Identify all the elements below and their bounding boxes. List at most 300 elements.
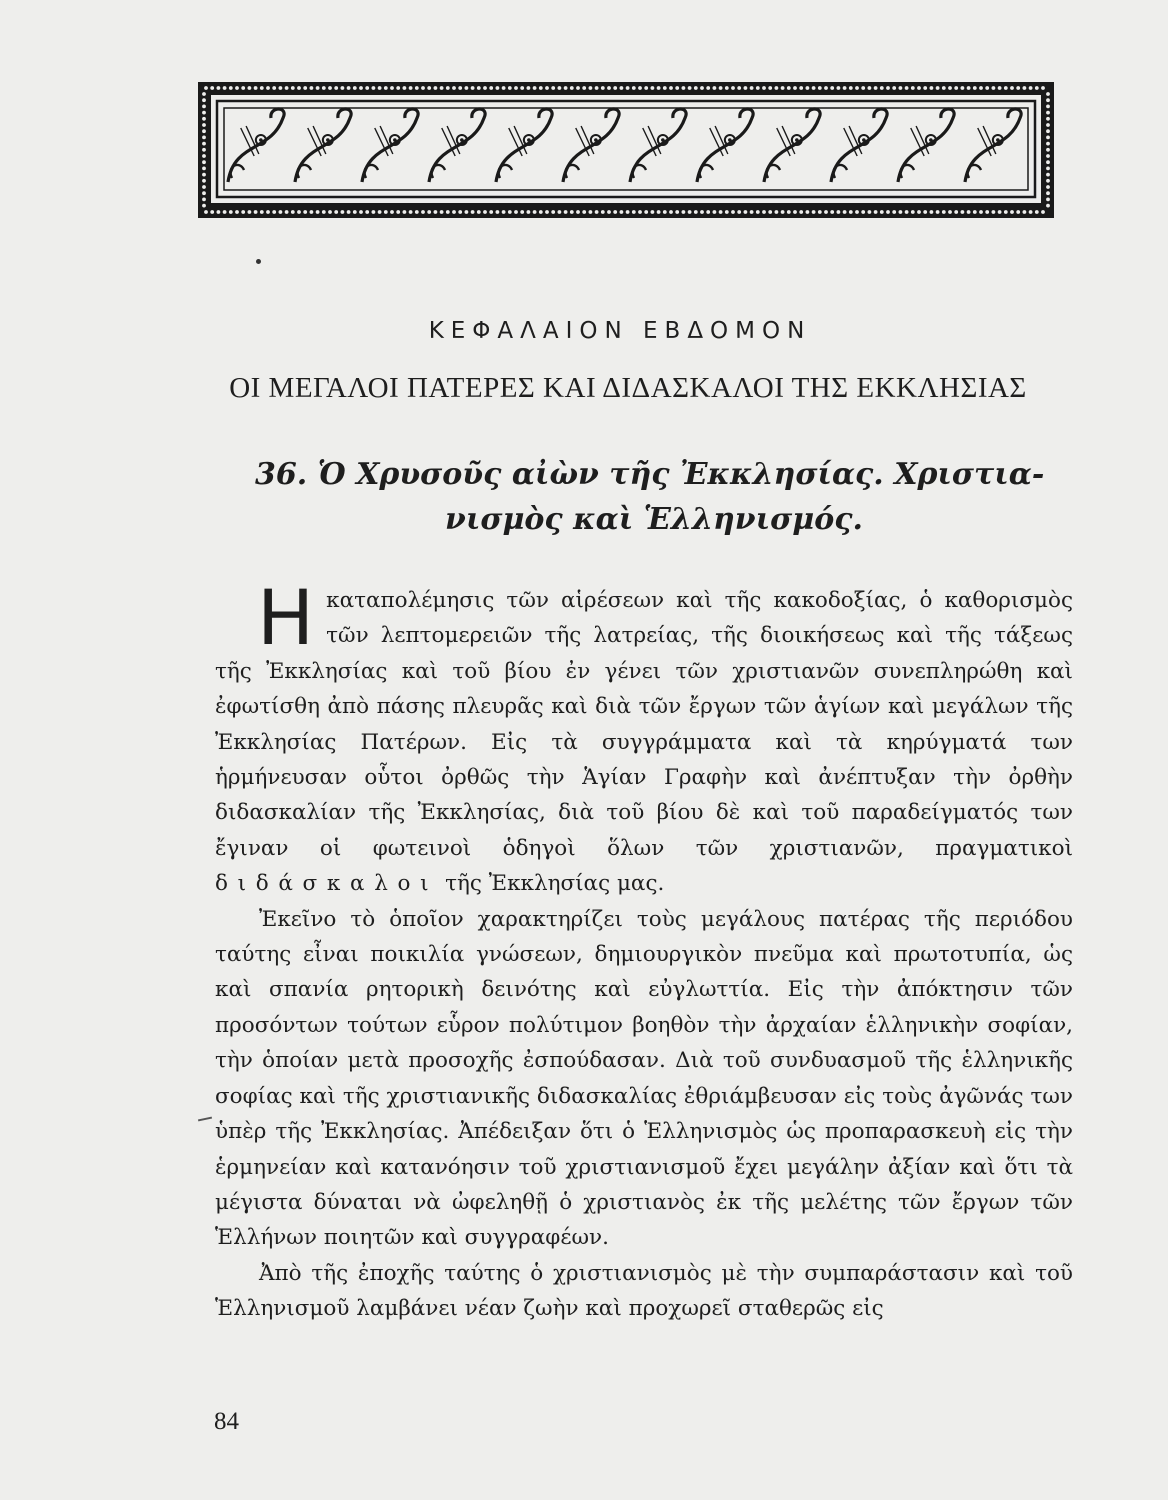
ornament-dot <box>564 86 568 90</box>
ornament-dot <box>620 86 624 90</box>
ornament-dot <box>849 210 853 214</box>
ornament-dot <box>868 210 872 214</box>
ornament-dot <box>508 210 512 214</box>
ornament-dot <box>694 210 698 214</box>
paragraph-1-end: τῆς Ἐκκλησίας μας. <box>445 871 665 897</box>
ornament-dot <box>229 86 233 90</box>
ornament-dot <box>706 86 710 90</box>
ornament-dot <box>657 210 661 214</box>
ornament-dot <box>1046 142 1050 146</box>
ornament-dot <box>328 210 332 214</box>
section-heading-line1: Ὁ Χρυσοῦς αἰὼν τῆς Ἐκκλησίας. Χριστια- <box>317 457 1045 492</box>
ornament-dot <box>223 210 227 214</box>
ornament-eye-dot <box>929 138 933 142</box>
ornament-dot <box>1041 86 1045 90</box>
ornament-dot <box>202 117 206 121</box>
ornament-dot <box>787 86 791 90</box>
ornament-eye-dot <box>795 138 799 142</box>
ornament-dot <box>967 86 971 90</box>
ornament-dot <box>923 86 927 90</box>
ornament-dot <box>1029 86 1033 90</box>
ornament-dot <box>545 210 549 214</box>
paragraph-1-text: καταπολέμησις τῶν αἱρέσεων καὶ τῆς κακοδοξίας, ὁ καθορισμὸς τῶν λεπτομερειῶν τῆς λατρείας, τῆς διοικήσεως καὶ τῆς τάξεως τῆς Ἐκκλησίας καὶ τοῦ βίου ἐν γένει τῶν χριστιανῶν συνεπληρώθη καὶ ἐφωτίσθη ἀπὸ πάσης πλευρᾶς καὶ διὰ τῶν ἔργων τῶν ἁγίων καὶ μεγάλων τῆς Ἐκκλησίας Πατέρων. Εἰς τὰ συγγράμματα καὶ τὰ κηρύγματά των ἡρμήνευσαν οὗτοι ὀρθῶς τὴν Ἁγίαν Γραφὴν καὶ ἀνέπτυξαν τὴν ὀρθὴν διδασκαλίαν τῆς Ἐκκλησίας, διὰ τοῦ βίου δὲ καὶ τοῦ παραδείγματός των ἔγιναν οἱ φωτεινοὶ ὁδηγοὶ ὅλων τῶν χριστιανῶν, πραγματικοὶ <box>215 588 1073 861</box>
ornament-dot <box>347 86 351 90</box>
ornament-dot <box>217 86 221 90</box>
ornament-dot <box>303 86 307 90</box>
ornament-eye-dot <box>527 138 531 142</box>
ornament-dot <box>911 86 915 90</box>
ornament-dot <box>675 86 679 90</box>
ornament-dot <box>998 86 1002 90</box>
margin-mark <box>256 259 261 264</box>
ornament-dot <box>979 86 983 90</box>
ornament-dot <box>638 86 642 90</box>
ornament-dot <box>613 86 617 90</box>
ornament-dot <box>923 210 927 214</box>
ornament-dot <box>930 210 934 214</box>
ornament-dot <box>799 86 803 90</box>
ornament-dot <box>954 210 958 214</box>
ornament-dot <box>731 210 735 214</box>
ornament-dot <box>601 210 605 214</box>
ornament-dot <box>202 111 206 115</box>
ornament-dot <box>874 210 878 214</box>
ornament-eye-dot <box>393 138 397 142</box>
ornament-dot <box>595 210 599 214</box>
ornament-dot <box>446 210 450 214</box>
ornament-dot <box>861 86 865 90</box>
ornament-dot <box>316 210 320 214</box>
ornament-dot <box>1046 185 1050 189</box>
ornament-dot <box>899 210 903 214</box>
ornament-dot <box>403 86 407 90</box>
ornament-dot <box>527 210 531 214</box>
ornament-dot <box>688 210 692 214</box>
ornament-dot <box>657 86 661 90</box>
ornament-dot <box>917 86 921 90</box>
ornament-dot <box>830 86 834 90</box>
ornament-dot <box>496 86 500 90</box>
ornament-dot <box>202 148 206 152</box>
ornament-dot <box>241 210 245 214</box>
ornament-eye-dot <box>862 138 866 142</box>
ornament-dot <box>837 86 841 90</box>
ornament-dot <box>892 210 896 214</box>
ornament-dot <box>489 86 493 90</box>
ornament-dot <box>291 210 295 214</box>
ornament-dot <box>440 86 444 90</box>
ornament-dot <box>880 210 884 214</box>
ornament-dot <box>341 86 345 90</box>
ornament-dot <box>202 154 206 158</box>
ornament-dot <box>663 86 667 90</box>
paragraph-2: Ἐκεῖνο τὸ ὁποῖον χαρακτηρίζει τοὺς μεγάλους πατέρας τῆς περιόδου ταύτης εἶναι ποικιλία γνώσεων, δημιουργικὸν πνεῦμα καὶ πρωτοτυπία, ὡς καὶ σπανία ρητορικὴ δεινότης καὶ εὐγλωττία. Εἰς τὴν ἀπόκτησιν τῶν προσόντων τούτων εὗρον πολύτιμον βοηθὸν τὴν ἀρχαίαν ἑλληνικὴν σοφίαν, τὴν ὁποίαν μετὰ προσοχῆς ἐσπούδασαν. Διὰ τοῦ συνδυασμοῦ τῆς ἑλληνικῆς σοφίας καὶ τῆς χριστιανικῆς διδασκαλίας ἐθριάμβευσαν εἰς τοὺς ἀγῶνάς των ὑπὲρ τῆς Ἐκκλησίας. Ἀπέδειξαν ὅτι ὁ Ἑλληνισμὸς ὡς προπαρασκευὴ εἰς τὴν ἑρμηνείαν καὶ κατανόησιν τοῦ χριστιανισμοῦ ἔχει μεγάλην ἀξίαν καὶ ὅτι τὰ μέγιστα δύναται νὰ ὠφεληθῇ ὁ χριστιανὸς ἐκ τῆς μελέτης τῶν ἔργων τῶν Ἑλλήνων ποιητῶν καὶ συγγραφέων. <box>215 906 1073 1251</box>
ornament-dot <box>744 86 748 90</box>
ornament-dot <box>1029 210 1033 214</box>
ornament-dot <box>930 86 934 90</box>
ornament-dot <box>341 210 345 214</box>
ornament-dot <box>502 210 506 214</box>
ornament-dot <box>365 210 369 214</box>
ornament-dot <box>570 210 574 214</box>
ornament-dot <box>303 210 307 214</box>
section-heading <box>255 452 1075 542</box>
ornament-dot <box>202 173 206 177</box>
ornament-dot <box>886 86 890 90</box>
ornament-dot <box>979 210 983 214</box>
ornament-dot <box>1010 86 1014 90</box>
ornament-dot <box>272 86 276 90</box>
ornament-dot <box>384 210 388 214</box>
ornament-dot <box>260 210 264 214</box>
ornament-dot <box>520 210 524 214</box>
ornament-dot <box>539 210 543 214</box>
ornament-dot <box>936 86 940 90</box>
ornament-dot <box>843 86 847 90</box>
ornament-dot <box>1046 179 1050 183</box>
ornament-panel <box>211 95 1041 203</box>
ornament-dot <box>558 86 562 90</box>
ornament-dot <box>202 92 206 96</box>
ornament-dot <box>719 86 723 90</box>
ornament-dot <box>582 86 586 90</box>
ornament-dot <box>812 210 816 214</box>
ornament-dot <box>1046 129 1050 133</box>
ornament-dot <box>576 210 580 214</box>
ornament-dot <box>202 98 206 102</box>
ornament-dot <box>353 86 357 90</box>
ornament-dot <box>737 210 741 214</box>
ornament-dot <box>390 210 394 214</box>
ornament-dot <box>1023 86 1027 90</box>
ornament-dot <box>483 210 487 214</box>
ornament-dot <box>675 210 679 214</box>
ornament-dot <box>365 86 369 90</box>
ornament-dot <box>545 86 549 90</box>
ornament-dot <box>837 210 841 214</box>
ornament-dot <box>787 210 791 214</box>
ornament-dot <box>663 210 667 214</box>
ornament-dot <box>812 86 816 90</box>
ornament-dot <box>1046 160 1050 164</box>
ornament-dot <box>1046 198 1050 202</box>
ornament-dot <box>744 210 748 214</box>
ornament-dot <box>248 86 252 90</box>
ornament-dot <box>700 210 704 214</box>
ornament-dot <box>202 167 206 171</box>
ornament-dot <box>1035 210 1039 214</box>
ornament-dot <box>973 210 977 214</box>
ornament-eye-dot <box>594 138 598 142</box>
ornament-dot <box>291 86 295 90</box>
ornament-dot <box>384 86 388 90</box>
ornament-dot <box>210 86 214 90</box>
ornament-dot <box>861 210 865 214</box>
ornament-dot <box>682 210 686 214</box>
paragraph-3: Ἀπὸ τῆς ἐποχῆς ταύτης ὁ χριστιανισμὸς μὲ τὴν συμπαράστασιν καὶ τοῦ Ἑλληνισμοῦ λαμβάνει νέαν ζωὴν καὶ προχωρεῖ σταθερῶς εἰς <box>215 1260 1073 1322</box>
ornament-dot <box>737 86 741 90</box>
ornament-dot <box>248 210 252 214</box>
ornament-dot <box>725 86 729 90</box>
ornament-dot <box>297 86 301 90</box>
ornament-dot <box>589 210 593 214</box>
ornament-dot <box>1046 111 1050 115</box>
ornament-dot <box>415 210 419 214</box>
ornament-dot <box>254 86 258 90</box>
ornament-dot <box>279 210 283 214</box>
ornament-dot <box>750 210 754 214</box>
ornament-dot <box>632 86 636 90</box>
ornament-dot <box>1046 105 1050 109</box>
ornament-dot <box>750 86 754 90</box>
ornament-dot <box>334 210 338 214</box>
ornament-dot <box>229 210 233 214</box>
ornament-dot <box>638 210 642 214</box>
ornament-dot <box>446 86 450 90</box>
ornament-dot <box>477 86 481 90</box>
chapter-label: ΚΕΦΑΛΑΙΟΝ ΕΒΔΟΜΟΝ <box>428 318 812 344</box>
ornament-dot <box>202 179 206 183</box>
ornament-dot <box>316 86 320 90</box>
ornament-dot <box>202 123 206 127</box>
ornament-dot <box>954 86 958 90</box>
ornament-dot <box>202 198 206 202</box>
ornament-dot <box>669 210 673 214</box>
ornament-dot <box>824 86 828 90</box>
ornament-dot <box>948 86 952 90</box>
ornament-dot <box>297 210 301 214</box>
ornament-dot <box>582 210 586 214</box>
ornament-dot <box>1046 167 1050 171</box>
ornament-dot <box>874 86 878 90</box>
ornament-eye-dot <box>661 138 665 142</box>
ornament-dot <box>985 210 989 214</box>
ornament-dot <box>396 86 400 90</box>
ornament-dot <box>483 86 487 90</box>
ornament-dot <box>409 210 413 214</box>
ornament-dot <box>880 86 884 90</box>
ornament-dot <box>985 86 989 90</box>
ornament-dot <box>1046 204 1050 208</box>
ornament-dot <box>719 210 723 214</box>
ornament-dot <box>434 210 438 214</box>
ornament-dot <box>961 210 965 214</box>
ornament-dot <box>818 86 822 90</box>
ornament-dot <box>899 86 903 90</box>
ornament-dot <box>768 86 772 90</box>
ornament-dot <box>613 210 617 214</box>
ornament-dot <box>279 86 283 90</box>
ornament-dot <box>502 86 506 90</box>
ornament-dot <box>1046 123 1050 127</box>
ornament-dot <box>1016 86 1020 90</box>
ornament-dot <box>434 86 438 90</box>
ornament-dot <box>775 210 779 214</box>
ornament-dot <box>917 210 921 214</box>
body-text <box>215 573 1073 1327</box>
ornament-dot <box>1035 86 1039 90</box>
ornament-dot <box>830 210 834 214</box>
ornament-dot <box>285 210 289 214</box>
ornament-dot <box>911 210 915 214</box>
ornament-dot <box>266 210 270 214</box>
ornament-dot <box>936 210 940 214</box>
ornament-dot <box>558 210 562 214</box>
ornament-dot <box>266 86 270 90</box>
ornament-dot <box>1046 191 1050 195</box>
ornament-dot <box>496 210 500 214</box>
ornament-dot <box>626 86 630 90</box>
decorative-headpiece <box>198 82 1054 218</box>
ornament-dot <box>514 210 518 214</box>
ornament-dot <box>806 210 810 214</box>
ornament-eye-dot <box>460 138 464 142</box>
ornament-dot <box>465 210 469 214</box>
ornament-dot <box>477 210 481 214</box>
page-number: 84 <box>214 1408 239 1435</box>
ornament-dot <box>1046 117 1050 121</box>
ornament-dot <box>254 210 258 214</box>
ornament-dot <box>564 210 568 214</box>
ornament-dot <box>415 86 419 90</box>
ornament-dot <box>310 86 314 90</box>
spaced-emphasis: διδάσκαλοι <box>215 871 439 897</box>
ornament-dot <box>241 86 245 90</box>
ornament-dot <box>508 86 512 90</box>
ornament-dot <box>458 210 462 214</box>
ornament-dot <box>372 86 376 90</box>
ornament-dot <box>520 86 524 90</box>
ornament-dot <box>223 86 227 90</box>
ornament-dot <box>632 210 636 214</box>
ornament-dot <box>471 210 475 214</box>
ornament-dot <box>202 105 206 109</box>
ornament-dot <box>942 86 946 90</box>
ornament-dot <box>855 86 859 90</box>
ornament-dot <box>998 210 1002 214</box>
ornament-dot <box>818 210 822 214</box>
ornament-dot <box>322 86 326 90</box>
ornament-dot <box>762 86 766 90</box>
ornament-dot <box>781 86 785 90</box>
ornament-dot <box>310 210 314 214</box>
ornament-dot <box>942 210 946 214</box>
ornament-dot <box>202 129 206 133</box>
ornament-dot <box>533 86 537 90</box>
ornament-dot <box>1046 92 1050 96</box>
ornament-dot <box>762 210 766 214</box>
ornament-dot <box>626 210 630 214</box>
ornament-dot <box>514 86 518 90</box>
ornament-dot <box>403 210 407 214</box>
ornament-dot <box>551 210 555 214</box>
ornament-dot <box>465 86 469 90</box>
ornament-dot <box>396 210 400 214</box>
ornament-dot <box>905 210 909 214</box>
ornament-dot <box>1004 86 1008 90</box>
ornament-dot <box>961 86 965 90</box>
ornament-dot <box>372 210 376 214</box>
ornament-dot <box>768 210 772 214</box>
ornament-dot <box>378 86 382 90</box>
ornament-dot <box>731 86 735 90</box>
ornament-dot <box>1046 173 1050 177</box>
ornament-dot <box>824 210 828 214</box>
ornament-dot <box>359 86 363 90</box>
ornament-dot <box>793 210 797 214</box>
ornament-dot <box>651 86 655 90</box>
ornament-dot <box>589 86 593 90</box>
ornament-dot <box>328 86 332 90</box>
ornament-dot <box>843 210 847 214</box>
ornament-dot <box>551 86 555 90</box>
ornament-dot <box>217 210 221 214</box>
ornament-dot <box>1046 148 1050 152</box>
ornament-dot <box>1016 210 1020 214</box>
ornament-dot <box>644 86 648 90</box>
ornament-dot <box>576 86 580 90</box>
ornament-dot <box>202 136 206 140</box>
ornament-dot <box>905 86 909 90</box>
ornament-dot <box>378 210 382 214</box>
ornament-dot <box>539 86 543 90</box>
ornament-dot <box>202 142 206 146</box>
ornament-dot <box>644 210 648 214</box>
ornament-dot <box>390 86 394 90</box>
chapter-title: ΟΙ ΜΕΓΑΛΟΙ ΠΑΤΕΡΕΣ ΚΑΙ ΔΙΔΑΣΚΑΛΟΙ ΤΗΣ ΕΚΚΛΗΣΙΑΣ <box>229 372 1027 404</box>
ornament-dot <box>892 86 896 90</box>
ornament-eye-dot <box>326 138 330 142</box>
ornament-dot <box>204 210 208 214</box>
ornament-dot <box>651 210 655 214</box>
ornament-dot <box>595 86 599 90</box>
ornament-dot <box>1010 210 1014 214</box>
ornament-dot <box>570 86 574 90</box>
ornament-border <box>198 82 1054 218</box>
ornament-dot <box>202 160 206 164</box>
ornament-dot <box>322 210 326 214</box>
ornament-dot <box>353 210 357 214</box>
ornament-dot <box>458 86 462 90</box>
ornament-dot <box>235 86 239 90</box>
ornament-dot <box>855 210 859 214</box>
ornament-dot <box>1041 210 1045 214</box>
ornament-dot <box>1046 98 1050 102</box>
ornament-dot <box>706 210 710 214</box>
ornament-dot <box>359 210 363 214</box>
ornament-eye-dot <box>996 138 1000 142</box>
ornament-dot <box>700 86 704 90</box>
ornament-dot <box>210 210 214 214</box>
ornament-dot <box>620 210 624 214</box>
ornament-dot <box>452 210 456 214</box>
ornament-eye-dot <box>259 138 263 142</box>
ornament-dot <box>886 210 890 214</box>
ornament-dot <box>868 86 872 90</box>
ornament-dot <box>948 210 952 214</box>
ornament-dot <box>409 86 413 90</box>
ornament-dot <box>272 210 276 214</box>
ornament-dot <box>471 86 475 90</box>
ornament-dot <box>440 210 444 214</box>
ornament-dot <box>756 86 760 90</box>
ornament-dot <box>427 86 431 90</box>
ornament-dot <box>1046 136 1050 140</box>
ornament-dot <box>452 86 456 90</box>
ornament-dot <box>1004 210 1008 214</box>
ornament-dot <box>849 86 853 90</box>
ornament-dot <box>1046 154 1050 158</box>
